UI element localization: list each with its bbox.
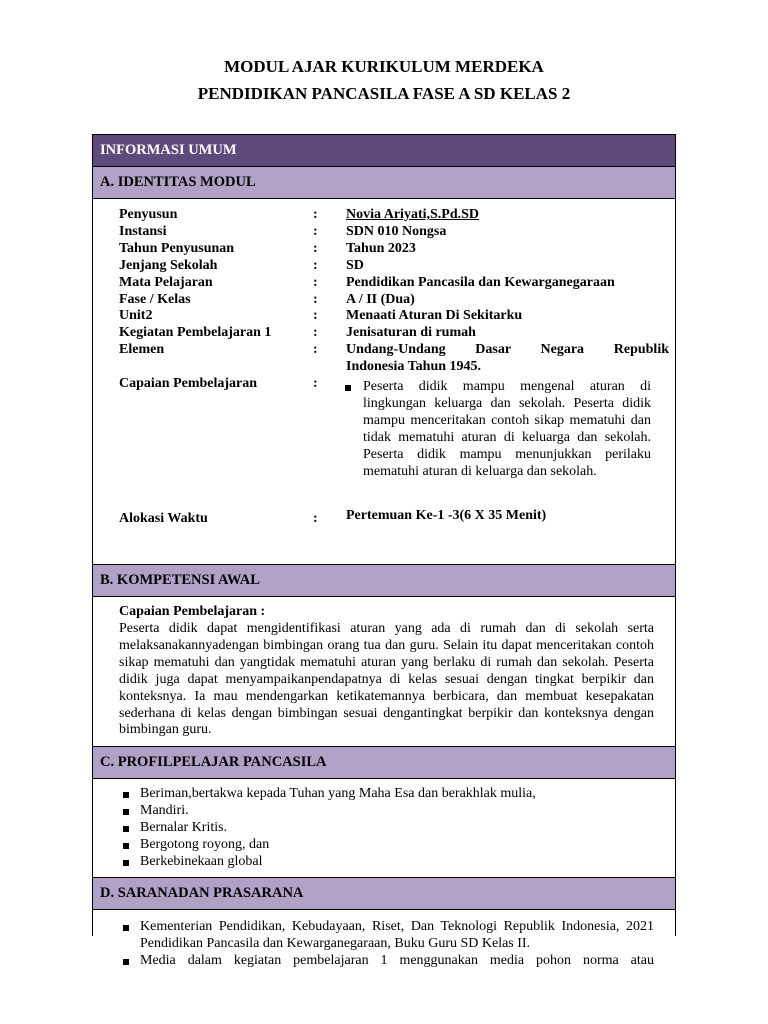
row-separator: : — [313, 292, 318, 307]
row-label: Mata Pelajaran — [119, 275, 213, 290]
profil-section — [93, 779, 675, 878]
bullet-square-icon — [123, 925, 129, 931]
row-value: Novia Ariyati,S.Pd.SD — [346, 207, 480, 222]
list-item-text: Media dalam kegiatan pembelajaran 1 menggunakan media pohon norma atau — [140, 952, 654, 968]
list-item — [93, 786, 654, 803]
header-kompetensi-awal: B. KOMPETENSI AWAL — [93, 565, 675, 597]
list-item-text: Bernalar Kritis. — [140, 819, 228, 835]
bullet-square-icon — [345, 385, 351, 391]
row-value: SD — [346, 258, 364, 273]
bullet-square-icon — [123, 843, 129, 849]
list-item — [93, 803, 654, 820]
row-value: Tahun 2023 — [346, 241, 416, 256]
header-identitas-modul: A. IDENTITAS MODUL — [93, 167, 675, 199]
row-label: Capaian Pembelajaran — [119, 376, 258, 391]
row-label: Alokasi Waktu — [119, 511, 208, 526]
row-separator: : — [313, 207, 318, 222]
row-value: Pertemuan Ke-1 -3(6 X 35 Menit) — [346, 508, 547, 523]
sarana-section — [93, 910, 675, 1010]
kompetensi-text: Peserta didik dapat mengidentifikasi aturan yang ada di rumah dan di sekolah serta melaksanakannyadengan bimbingan orang tua dan guru. Selain itu dapat menceritakan contoh sikap mematuhi dan yangtidak mematuhi aturan yang berlaku di rumah dan sekolah. Peserta didik juga dapat menyampaikanpendapatnya di kelas sesuai dengan tingkat berpikir dan konteksnya. Ia mau mendengarkan ketikatemannya berbicara, dan membuat kesepakatan sederhana di kelas dengan bimbingan sesuai dengantingkat berpikir dan konteksnya dengan bimbingan guru. — [119, 621, 654, 738]
row-value-line2: Indonesia Tahun 1945. — [346, 359, 482, 374]
row-value-line1: Undang-Undang Dasar Negara Republik — [346, 342, 669, 357]
row-value: SDN 010 Nongsa — [346, 224, 447, 239]
kompetensi-title: Capaian Pembelajaran : — [119, 604, 266, 619]
sarana-list — [93, 919, 673, 970]
row-separator: : — [313, 241, 318, 256]
row-separator: : — [313, 224, 318, 239]
row-value: Pendidikan Pancasila dan Kewarganegaraan — [346, 275, 615, 290]
row-separator: : — [313, 511, 318, 526]
list-item-text: Bergotong royong, dan — [140, 836, 270, 852]
row-separator: : — [313, 376, 318, 391]
bullet-square-icon — [123, 860, 129, 866]
bullet-square-icon — [123, 809, 129, 815]
list-item-text: Beriman,bertakwa kepada Tuhan yang Maha Esa dan berakhlak mulia, — [140, 786, 536, 801]
row-value: Jenisaturan di rumah — [346, 325, 476, 340]
module-table — [92, 134, 676, 968]
row-separator: : — [313, 342, 318, 357]
row-label: Fase / Kelas — [119, 292, 191, 307]
row-separator: : — [313, 275, 318, 290]
kompetensi-section — [93, 597, 675, 747]
row-separator: : — [313, 308, 318, 323]
list-item-text: Berkebinekaan global — [140, 853, 263, 869]
header-sarana-prasarana: D. SARANADAN PRASARANA — [93, 878, 675, 910]
list-item-text: Mandiri. — [140, 802, 189, 818]
list-item — [93, 854, 654, 871]
list-item — [93, 953, 654, 970]
header-profil-pelajar: C. PROFILPELAJAR PANCASILA — [93, 747, 675, 779]
row-value: Menaati Aturan Di Sekitarku — [346, 308, 523, 323]
list-item — [93, 919, 654, 953]
header-informasi-umum: INFORMASI UMUM — [93, 135, 675, 167]
row-value: A / II (Dua) — [346, 292, 415, 307]
bullet-square-icon — [123, 826, 129, 832]
profil-list — [93, 786, 673, 871]
bullet-square-icon — [123, 792, 129, 798]
bullet-square-icon — [123, 959, 129, 965]
list-item — [93, 820, 654, 837]
list-item-text: Kementerian Pendidikan, Kebudayaan, Riset, Dan Teknologi Republik Indonesia, 2021 Pendidikan Pancasila dan Kewarganegaraan, Buku Guru SD Kelas II. — [140, 919, 654, 951]
row-label: Jenjang Sekolah — [119, 258, 218, 273]
row-label: Penyusun — [119, 207, 178, 222]
row-label: Unit2 — [119, 308, 153, 323]
list-item — [93, 837, 654, 854]
identitas-section — [93, 199, 675, 565]
row-label: Tahun Penyusunan — [119, 241, 235, 256]
capaian-text: Peserta didik mampu mengenal aturan di lingkungan keluarga dan sekolah. Peserta didik mampu menceritakan contoh sikap mematuhi dan tidak mematuhi aturan di keluarga dan sekolah. Peserta didik mampu menunjukkan perilaku mematuhi aturan di keluarga dan sekolah. — [363, 379, 651, 479]
row-separator: : — [313, 325, 318, 340]
document-subtitle: PENDIDIKAN PANCASILA FASE A SD KELAS 2 — [197, 84, 571, 103]
row-label: Elemen — [119, 342, 165, 357]
row-label: Instansi — [119, 224, 167, 239]
row-separator: : — [313, 258, 318, 273]
row-label: Kegiatan Pembelajaran 1 — [119, 325, 272, 340]
document-title: MODUL AJAR KURIKULUM MERDEKA — [224, 57, 544, 76]
